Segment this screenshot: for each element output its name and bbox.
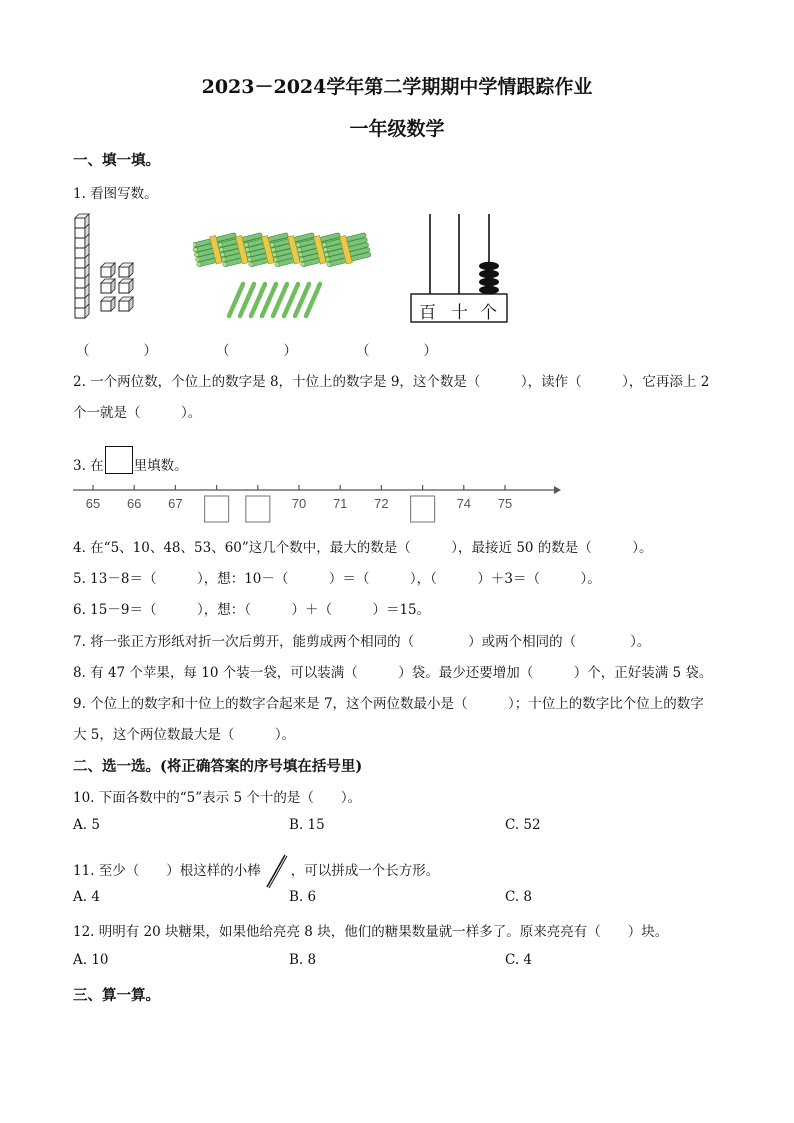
number-line-tick-label: 65 [85, 496, 101, 511]
number-line-tick-label: 71 [332, 496, 348, 511]
single-stick-icon [229, 284, 320, 316]
question-5-text: 5. 13－8＝（ ），想：10－（ ）＝（ ），（ ）＋3＝（ ）。 [73, 571, 601, 587]
q11-option-a[interactable]: A. 4 [73, 889, 100, 905]
question-10-text: 10. 下面各数中的“5”表示 5 个十的是（ ）。 [73, 790, 362, 806]
abacus-bead [479, 270, 499, 278]
q12-option-b[interactable]: B. 8 [289, 952, 317, 968]
stick-bundle-icon [193, 231, 372, 269]
number-line-tick-label: 67 [168, 496, 183, 511]
q10-option-c[interactable]: C. 52 [505, 817, 541, 833]
question-11-prefix: 11. 至少（ ）根这样的小棒 [73, 863, 261, 879]
page-subtitle: 一年级数学 [349, 118, 445, 140]
number-line-blank-box [411, 496, 435, 522]
section-3-heading: 三、算一算。 [73, 987, 160, 1004]
answer-slot-2[interactable]: （ ） [216, 343, 297, 359]
question-11-text [73, 853, 439, 889]
number-line-blank-box [205, 496, 229, 522]
stick-icon [263, 853, 289, 889]
section-2-heading: 二、选一选。(将正确答案的序号填在括号里) [73, 758, 363, 775]
number-line-tick-label: 70 [291, 496, 307, 511]
abacus-label-hundreds: 百 [419, 303, 436, 323]
question-9-line-1: 9. 个位上的数字和十位上的数字合起来是 7，这个两位数最小是（ ）；十位上的数字比个位上的数字 [73, 696, 704, 712]
question-11-suffix: ，可以拼成一个长方形。 [290, 863, 440, 879]
question-2-line-2: 个一就是（ ）。 [73, 405, 202, 421]
number-line-tick-label: 66 [126, 496, 142, 511]
abacus-label-ones: 个 [480, 303, 497, 323]
q10-option-b[interactable]: B. 15 [289, 817, 325, 833]
abacus-bead [479, 262, 499, 270]
section-1-heading: 一、填一填。 [73, 152, 160, 169]
unit-cubes-icon [101, 263, 133, 311]
q12-option-a[interactable]: A. 10 [73, 952, 109, 968]
q11-option-b[interactable]: B. 6 [289, 889, 317, 905]
question-3-text [73, 446, 188, 474]
number-line-tick-label: 72 [374, 496, 389, 511]
page-title: 2023－2024学年第二学期期中学情跟踪作业 [201, 76, 593, 98]
q12-option-c[interactable]: C. 4 [505, 952, 533, 968]
abacus-beads-icon [479, 262, 499, 294]
number-line-blank-box [246, 496, 270, 522]
question-8-text: 8. 有 47 个苹果，每 10 个装一袋，可以装满（ ）袋。最少还要增加（ ）个，正好装满 5 袋。 [73, 665, 713, 681]
number-line-figure [70, 478, 570, 528]
q10-option-a[interactable]: A. 5 [73, 817, 100, 833]
question-2-line-1: 2. 一个两位数，个位上的数字是 8，十位上的数字是 9，这个数是（ ），读作（ ），它再添上 2 [73, 374, 710, 390]
answer-slot-1[interactable]: （ ） [76, 343, 157, 359]
abacus-bead [479, 278, 499, 286]
stick-bundles-figure [193, 226, 373, 321]
question-12-text: 12. 明明有 20 块糖果，如果他给亮亮 8 块，他们的糖果数量就一样多了。原来亮亮有（ ）块。 [73, 924, 669, 940]
base-ten-blocks-figure [70, 212, 150, 322]
question-4-text: 4. 在“5、10、48、53、60”这几个数中，最大的数是（ ），最接近 50 的数是（ ）。 [73, 540, 653, 556]
number-line-tick-label: 75 [497, 496, 513, 511]
q11-option-c[interactable]: C. 8 [505, 889, 533, 905]
number-line-arrow-icon [554, 486, 561, 494]
blank-box-icon [105, 446, 133, 474]
abacus-bead [479, 286, 499, 294]
abacus-label-tens: 十 [451, 303, 468, 323]
question-1-text: 1. 看图写数。 [73, 186, 158, 202]
answer-slot-3[interactable]: （ ） [356, 343, 437, 359]
question-3-prefix: 3. 在 [73, 458, 104, 474]
number-line-tick-label: 74 [456, 496, 472, 511]
question-3-suffix: 里填数。 [133, 458, 188, 474]
question-6-text: 6. 15－9＝（ ），想：（ ）＋（ ）＝15。 [73, 602, 431, 618]
question-9-line-2: 大 5，这个两位数最大是（ ）。 [73, 727, 296, 743]
ten-rod-icon [75, 214, 89, 318]
question-7-text: 7. 将一张正方形纸对折一次后剪开，能剪成两个相同的（ ）或两个相同的（ ）。 [73, 634, 651, 650]
